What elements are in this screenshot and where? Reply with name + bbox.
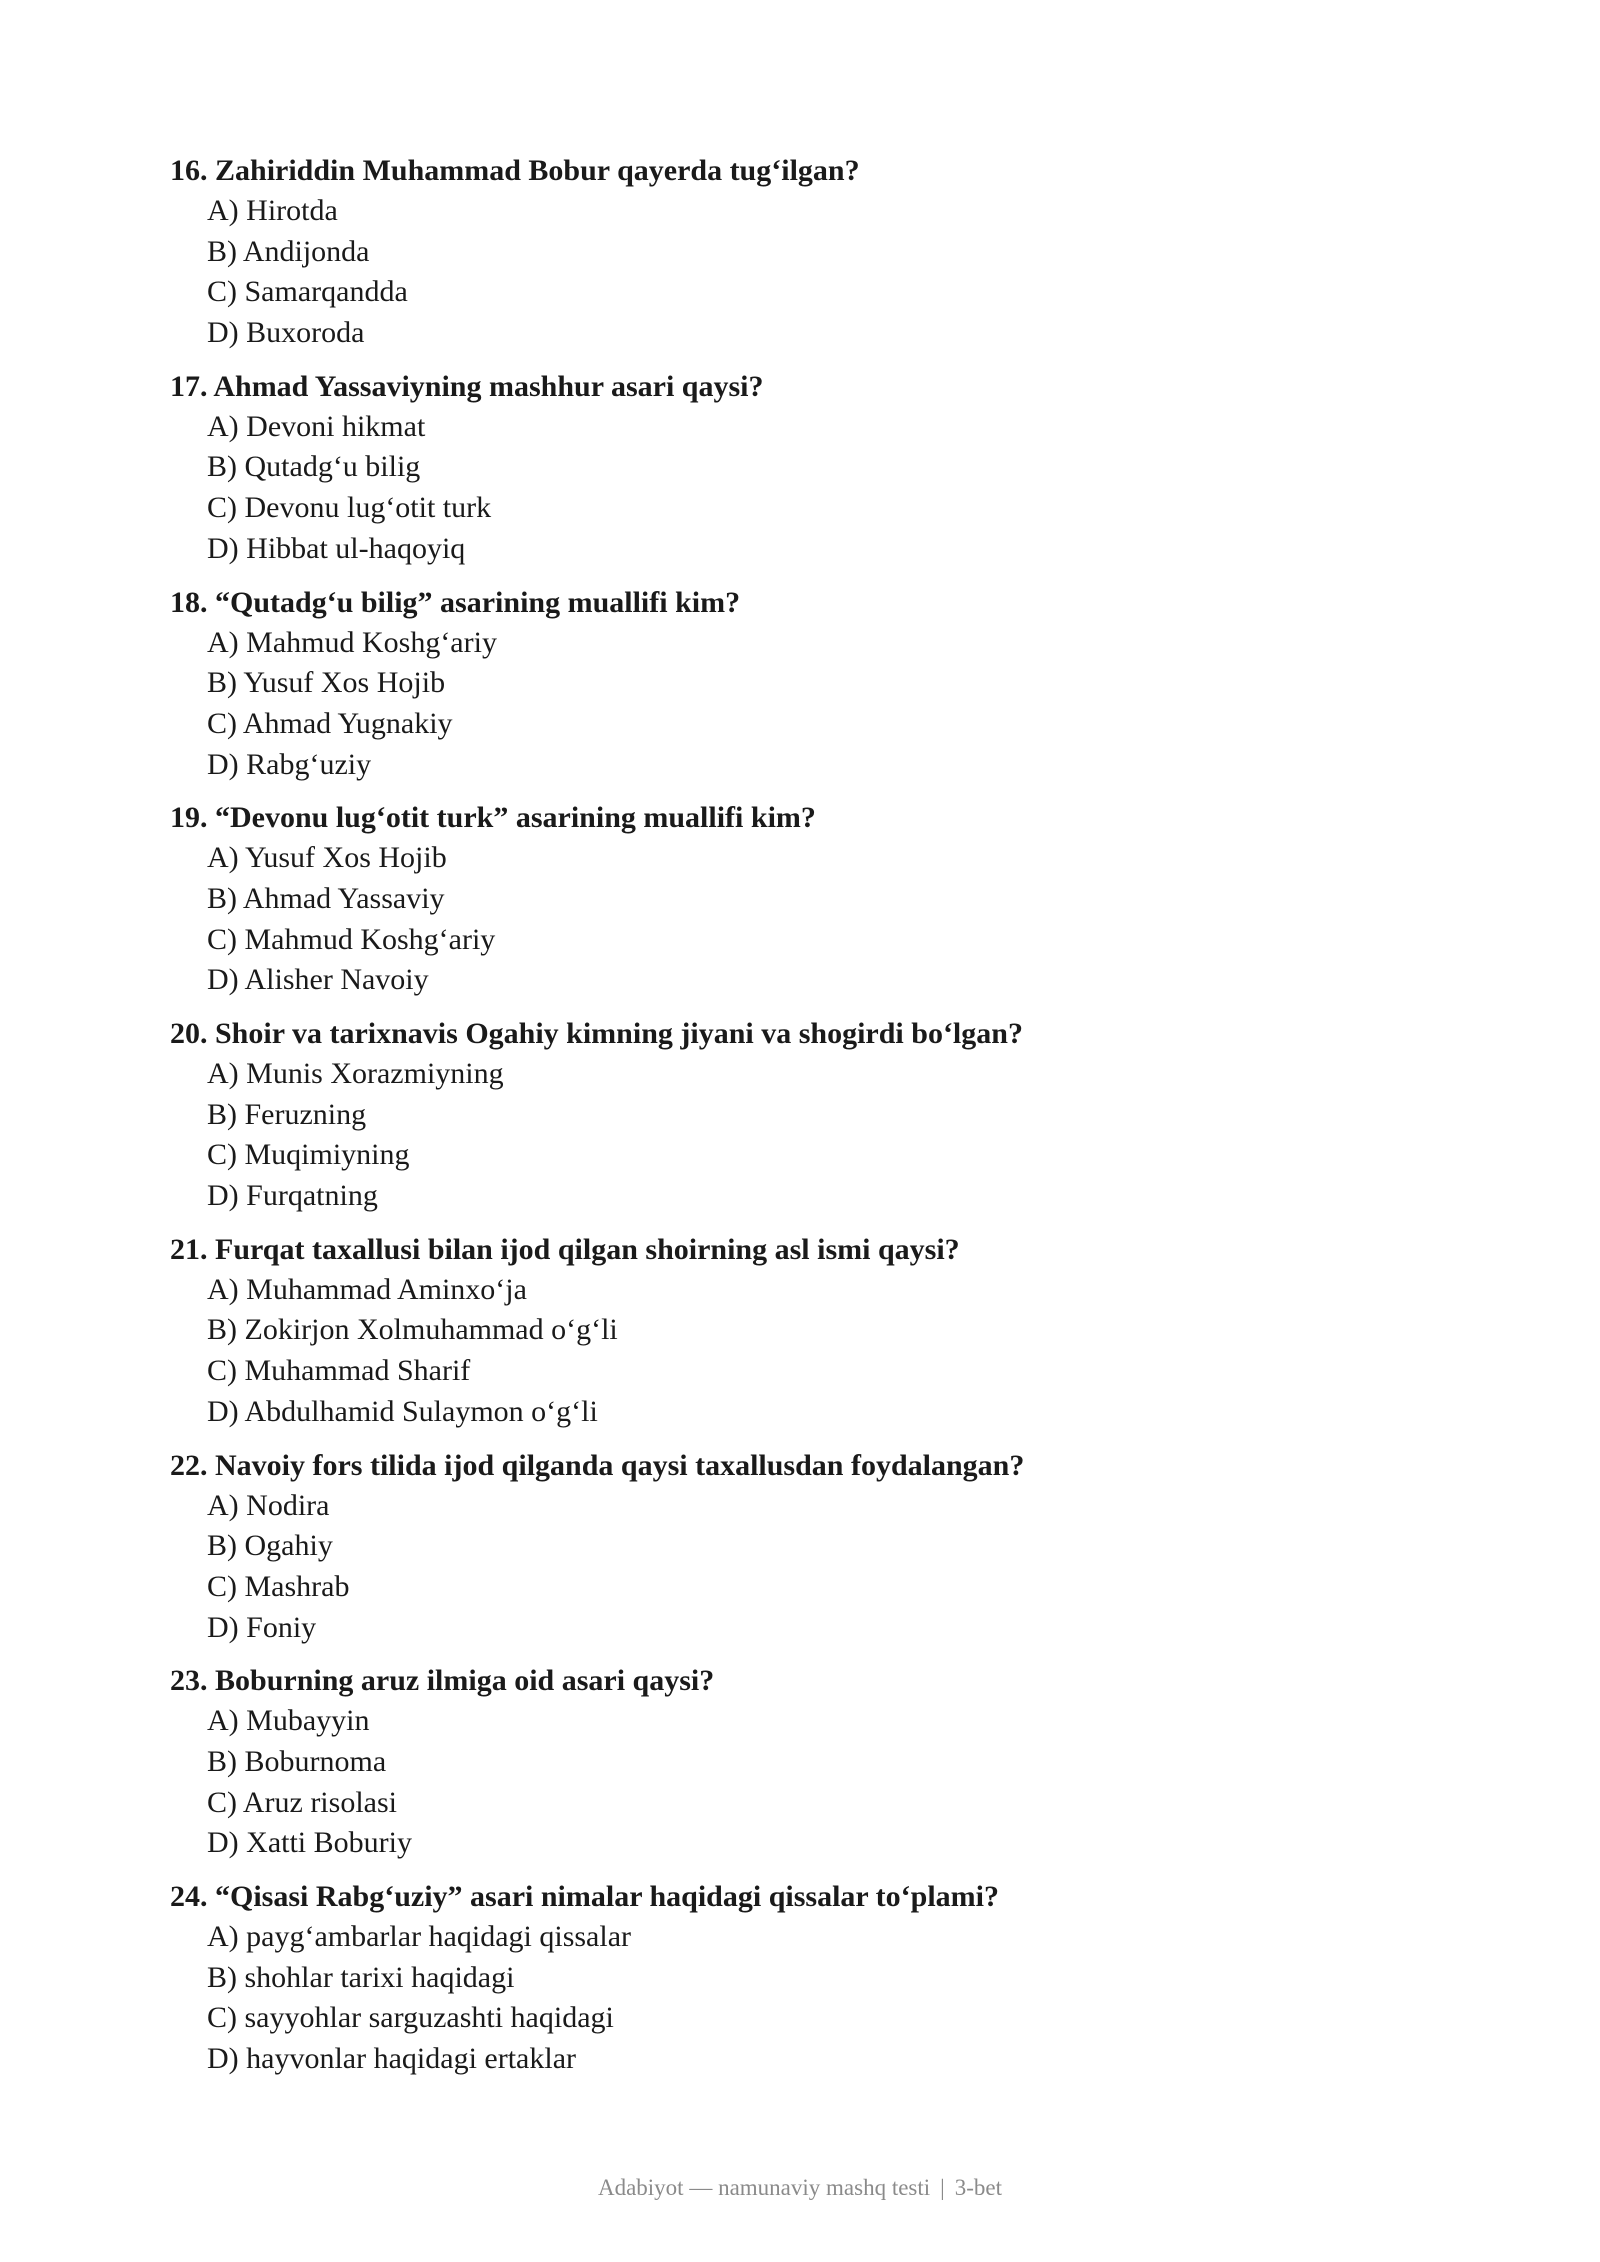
question-21 xyxy=(170,1229,1470,1433)
question-title: 17. Ahmad Yassaviyning mashhur asari qaysi? xyxy=(170,369,764,403)
answer-options xyxy=(170,1917,1470,2080)
question-23 xyxy=(170,1660,1470,1864)
question-title: 20. Shoir va tarixnavis Ogahiy kimning jiyani va shogirdi bo‘lgan? xyxy=(170,1017,1023,1050)
answer-options xyxy=(170,623,1470,786)
question-title: 16. Zahiriddin Muhammad Bobur qayerda tug‘ilgan? xyxy=(170,154,860,187)
option-d: D) Abdulhamid Sulaymon o‘g‘li xyxy=(207,1394,598,1428)
question-18 xyxy=(170,582,1470,786)
answer-options xyxy=(170,838,1470,1001)
answer-options xyxy=(170,1054,1470,1217)
question-22 xyxy=(170,1445,1470,1649)
option-d: D) Foniy xyxy=(207,1610,317,1644)
option-a: A) Hirotda xyxy=(207,194,338,227)
question-list xyxy=(170,150,1470,2092)
option-a: A) Yusuf Xos Hojib xyxy=(207,841,447,875)
question-title: 21. Furqat taxallusi bilan ijod qilgan shoirning asl ismi qaysi? xyxy=(170,1232,960,1266)
footer-subject: Adabiyot — namunaviy mashq testi xyxy=(597,2175,931,2200)
option-c: C) Devonu lug‘otit turk xyxy=(207,491,492,525)
option-a: A) Nodira xyxy=(207,1488,330,1522)
answer-options xyxy=(170,407,1470,570)
option-b: B) Yusuf Xos Hojib xyxy=(207,666,446,700)
option-b: B) Ahmad Yassaviy xyxy=(207,881,445,915)
option-b: B) Qutadg‘u bilig xyxy=(207,450,421,484)
answer-options xyxy=(170,1486,1470,1649)
option-b: B) Ogahiy xyxy=(207,1529,333,1563)
option-b: B) shohlar tarixi haqidagi xyxy=(207,1960,515,1994)
option-d: D) Furqatning xyxy=(207,1179,378,1213)
option-a: A) Mahmud Koshg‘ariy xyxy=(207,625,497,659)
question-19 xyxy=(170,797,1470,1001)
option-c: C) sayyohlar sarguzashti haqidagi xyxy=(207,2001,614,2035)
option-a: A) Munis Xorazmiyning xyxy=(207,1057,504,1090)
option-c: C) Mahmud Koshg‘ariy xyxy=(207,922,496,956)
question-24 xyxy=(170,1876,1470,2080)
question-17 xyxy=(170,366,1470,570)
option-b: B) Andijonda xyxy=(207,234,370,268)
option-a: A) payg‘ambarlar haqidagi qissalar xyxy=(207,1920,631,1953)
option-c: C) Ahmad Yugnakiy xyxy=(207,706,453,740)
question-20 xyxy=(170,1013,1470,1217)
option-c: C) Aruz risolasi xyxy=(207,1785,397,1819)
page-number: 3-bet xyxy=(954,2175,1003,2200)
option-c: C) Muhammad Sharif xyxy=(207,1354,471,1388)
option-c: C) Mashrab xyxy=(207,1569,350,1603)
option-d: D) hayvonlar haqidagi ertaklar xyxy=(207,2042,577,2076)
option-a: A) Mubayyin xyxy=(207,1704,370,1738)
option-d: D) Rabg‘uziy xyxy=(207,747,372,781)
answer-options xyxy=(170,191,1470,354)
option-c: C) Muqimiyning xyxy=(207,1138,410,1172)
footer-separator: | xyxy=(940,2175,945,2200)
question-title: 18. “Qutadg‘u bilig” asarining muallifi kim? xyxy=(170,585,741,619)
option-d: D) Buxoroda xyxy=(207,316,365,350)
question-title: 19. “Devonu lug‘otit turk” asarining muallifi kim? xyxy=(170,801,816,835)
option-a: A) Devoni hikmat xyxy=(207,409,426,443)
answer-options xyxy=(170,1701,1470,1864)
option-b: B) Boburnoma xyxy=(207,1744,387,1778)
option-b: B) Feruzning xyxy=(207,1097,367,1131)
option-c: C) Samarqandda xyxy=(207,275,408,309)
option-d: D) Alisher Navoiy xyxy=(207,963,429,997)
answer-options xyxy=(170,1270,1470,1433)
option-a: A) Muhammad Aminxo‘ja xyxy=(207,1272,527,1306)
option-b: B) Zokirjon Xolmuhammad o‘g‘li xyxy=(207,1313,618,1347)
question-title: 24. “Qisasi Rabg‘uziy” asari nimalar haqidagi qissalar to‘plami? xyxy=(170,1880,999,1913)
question-16 xyxy=(170,150,1470,354)
page-footer xyxy=(0,2175,1600,2201)
question-title: 23. Boburning aruz ilmiga oid asari qaysi? xyxy=(170,1664,715,1698)
option-d: D) Xatti Boburiy xyxy=(207,1826,412,1860)
option-d: D) Hibbat ul-haqoyiq xyxy=(207,531,466,565)
question-title: 22. Navoiy fors tilida ijod qilganda qaysi taxallusdan foydalangan? xyxy=(170,1448,1025,1482)
